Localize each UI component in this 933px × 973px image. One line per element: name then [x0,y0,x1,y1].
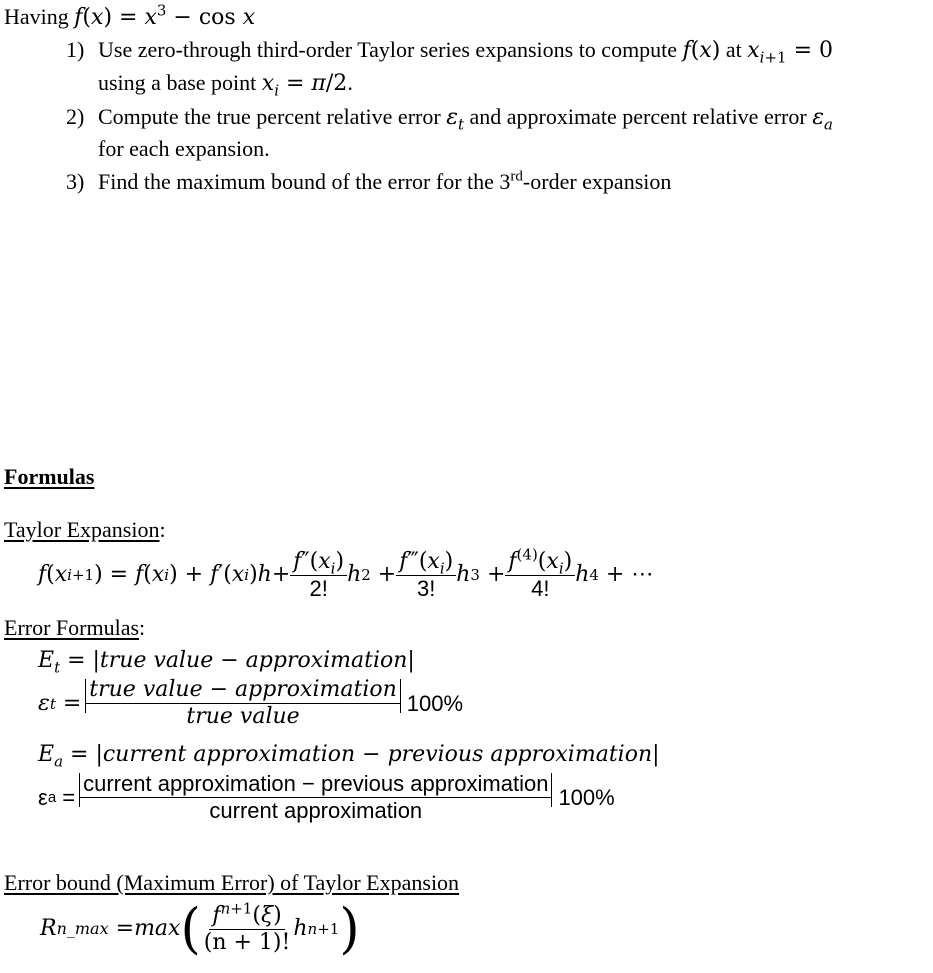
epsilon-t-formula: ε t = $\frac{\text{true value − approximation}}{\text{true value}}$ 100% [38,677,464,729]
error-formulas-heading: Error Formulas: [4,615,146,640]
item-1-line-1: Use zero-through third-order Taylor series expansions to compute f(x) at $x_{i+1} = 0$ [98,37,833,67]
item-3-number: 3) [66,169,85,194]
formulas-heading: Formulas [4,464,95,489]
taylor-heading: Taylor Expansion: [4,517,166,542]
item-2-number: 2) [66,104,85,129]
epsilon-a-fraction: $\frac{\text{current approximation − previous approximation}}{\text{current approximation}}$ [80,771,551,824]
item-2-line-1: Compute the true percent relative error $\varepsilon_t$ and approximate percent relative error $\varepsilon_a$ [98,104,833,134]
Et-formula: $E_t$ = |true value − approximation| [38,648,415,677]
item-1-number: 1) [66,37,85,62]
problem-intro-line: Having $f(x) = x^3 - \cos x$ [4,1,256,30]
error-bound-formula: R n_max = max ( $\frac{f^{n+1}(\xi)}{(n + 1)!}$ h n +1 ) [40,897,360,961]
epsilon-a-formula: ε a = $\frac{\text{current approximation − previous approximation}}{\text{current approximation}}$ 100% [38,771,615,823]
third-derivative-term: $\frac{f‴(x_i)}{3!}$ [396,548,456,602]
function-definition: f [74,5,83,30]
item-3-line: Find the maximum bound of the error for the 3rd-order expansion [98,168,672,194]
Ea-formula: $E_a$ = |current approximation − previous approximation| [38,742,660,771]
item-2-line-2: for each expansion. [98,136,270,161]
item-1-line-2: using a base point $x_i = \pi/2$. [98,70,353,100]
second-derivative-term: $\frac{f''(x_i)}{2!}$ [290,548,347,602]
epsilon-a-percent: 100% [558,784,615,810]
epsilon-t-fraction: $\frac{\text{true value − approximation}}{\text{true value}}$ [86,677,399,730]
fourth-derivative-term: $\frac{f^{(4)}(x_i)}{4!}$ [505,548,575,602]
error-bound-heading: Error bound (Maximum Error) of Taylor Expansion [4,870,460,895]
taylor-formula: f ( x i +1 ) = f ( x i ) + f ′( x i ) h + $\frac{f''(x_i)}{2!}$ h 2 + $\frac{f‴(x_i)}{3!}$ h 3 + $\frac{f^{(4)}(x_i)}{4!}$ h 4 + ⋯ [38,545,654,601]
epsilon-t-percent: 100% [406,690,464,716]
intro-label: Having [4,4,69,29]
error-bound-fraction: $\frac{f^{n+1}(\xi)}{(n + 1)!}$ [203,899,291,955]
